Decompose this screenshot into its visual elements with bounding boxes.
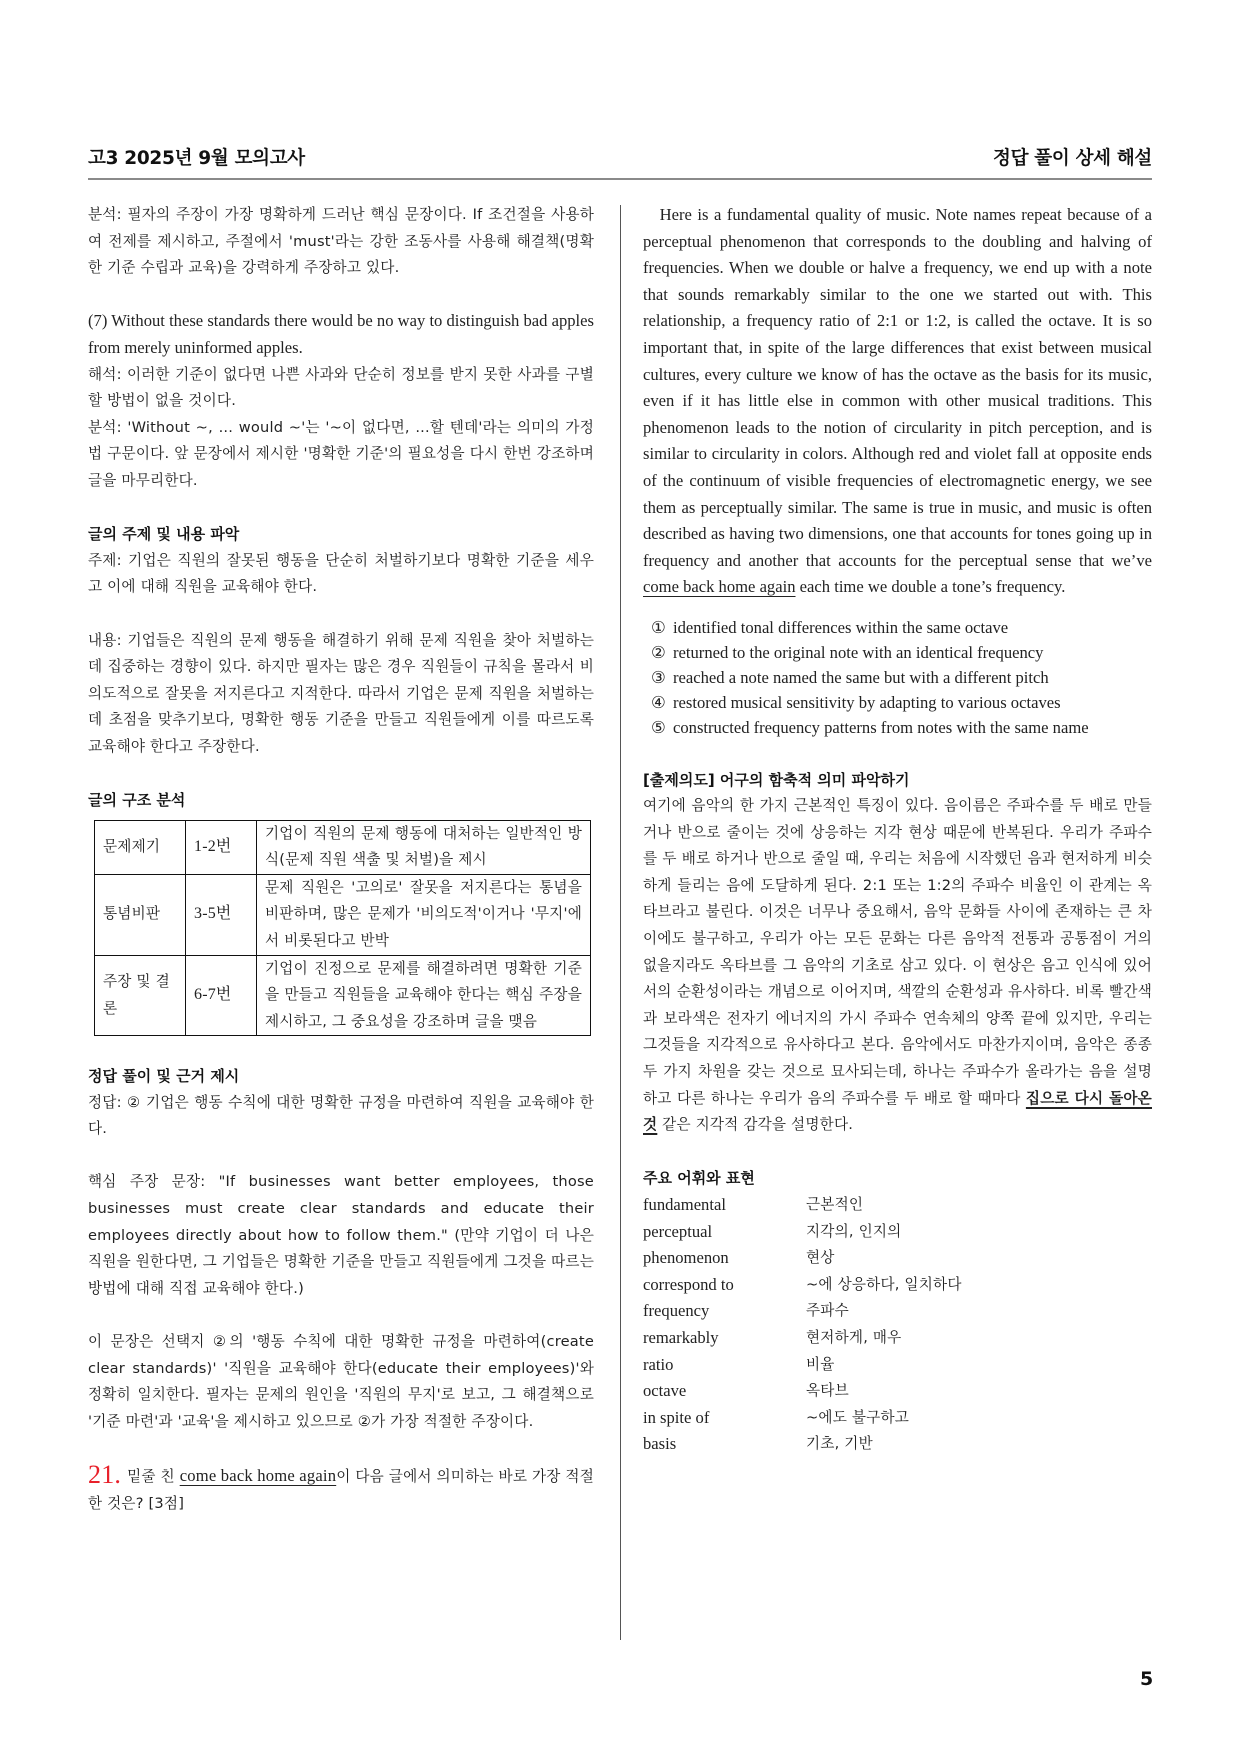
question-underlined-phrase: come back home again xyxy=(179,1465,337,1485)
analysis-sentence-6: 분석: 필자의 주장이 가장 명확하게 드러난 핵심 문장이다. If 조건절을 사용하여 전제를 제시하고, 주절에서 'must'라는 강한 조동사를 사용해 해결책(명확한 기준 수립과 교육)을 강력하게 주장하고 있다. xyxy=(88,206,594,277)
intent-text-before: 여기에 음악의 한 가지 근본적인 특징이 있다. 음이름은 주파수를 두 배로 만들거나 반으로 줄이는 것에 상응하는 지각 현상 때문에 반복된다. 우리가 주파수를 두 배로 하거나 반으로 줄일 때, 우리는 처음에 시작했던 음과 현저하게 비슷하게 들리는 음에 도달하게 된다. 2:1 또는 1:2의 주파수 비율인 이 관계는 옥타브라고 불린다. 이것은 너무나 중요해서, 음악 문화들 사이에 존재하는 큰 차이에도 불구하고, 우리가 아는 모든 문화는 다른 음악적 전통과 공통점이 거의 없을지라도 옥타브를 그 음악의 기초로 삼고 있다. 이 현상은 음고 인식에 있어서의 순환성이라는 개념으로 이어지며, 색깔의 순환성과 유사하다. 비록 빨간색과 보라색은 전자기 에너지의 가시 주파수 연속체의 양쪽 끝에 있지만, 우리는 그것들을 지각적으로 유사하다고 본다. 음악에서도 마찬가지이며, 음악은 종종 두 가지 차원을 갖는 것으로 묘사되는데, 하나는 주파수가 올라가는 음을 설명하고 다른 하나는 우리가 음의 주파수를 두 배로 할 때마다 xyxy=(643,797,1152,1107)
choice-4 xyxy=(651,690,1152,715)
table-row xyxy=(95,820,591,874)
structure-heading: 글의 구조 분석 xyxy=(88,791,186,810)
choice-number: ⑤ xyxy=(651,717,666,737)
vocab-list xyxy=(643,1192,1152,1458)
vocab-korean: 현상 xyxy=(806,1249,835,1267)
choice-2 xyxy=(651,640,1152,665)
choice-text: reached a note named the same but with a different pitch xyxy=(673,667,1049,687)
sentence-7-english: (7) Without these standards there would be no way to distinguish bad apples from merely uninformed apples. xyxy=(88,311,594,357)
passage-text-after: each time we double a tone’s frequency. xyxy=(795,577,1066,597)
answer-explanation: 이 문장은 선택지 ②의 '행동 수칙에 대한 명확한 규정을 마련하여(create clear standards)' '직원을 교육해야 한다(educate their employees)'와 정확히 일치한다. 필자는 문제의 원인을 '직원의 무지'로 보고, 그 해결책으로 '기준 마련'과 '교육'을 제시하고 있으므로 ②가 가장 적절한 주장이다. xyxy=(88,1332,594,1430)
desc-cell: 기업이 진정으로 문제를 해결하려면 명확한 기준을 만들고 직원들을 교육해야 한다는 핵심 주장을 제시하고, 그 중요성을 강조하며 글을 맺음 xyxy=(257,955,591,1036)
vocab-korean: 현저하게, 매우 xyxy=(806,1328,902,1346)
vocab-korean: 근본적인 xyxy=(806,1196,864,1213)
stage-cell: 통념비판 xyxy=(95,874,186,955)
intent-underlined-phrase: 집으로 다시 돌아온 것 xyxy=(643,1089,1152,1134)
question-suffix: 이 다음 글에서 의미하는 바로 가장 적절한 것은? [3점] xyxy=(88,1467,594,1512)
range-cell: 6-7번 xyxy=(186,955,257,1036)
reading-passage xyxy=(643,202,1152,601)
answer-text: 정답: ② 기업은 행동 수칙에 대한 명확한 규정을 마련하여 직원을 교육해야 한다. xyxy=(88,1093,594,1138)
structure-table xyxy=(94,820,591,1037)
choice-number: ③ xyxy=(651,667,666,687)
choice-number: ② xyxy=(651,642,666,662)
vocab-korean: ~에 상응하다, 일치하다 xyxy=(806,1275,962,1293)
page-header xyxy=(88,140,1152,180)
vocab-english: fundamental xyxy=(643,1195,726,1214)
vocab-korean: ~에도 불구하고 xyxy=(806,1408,910,1426)
choice-number: ④ xyxy=(651,692,666,712)
vocab-korean: 주파수 xyxy=(806,1302,849,1320)
vocab-item xyxy=(643,1431,1152,1458)
range-cell: 3-5번 xyxy=(186,874,257,955)
vocab-english: remarkably xyxy=(643,1327,719,1347)
key-sentence: 핵심 주장 문장: "If businesses want better employees, those businesses must create clear standards and educate their employees directly about how to follow them." (만약 기업이 더 나은 직원을 원한다면, 그 기업들은 명확한 기준을 만들고 직원들에게 그것을 따르는 방법에 대해 직접 교육해야 한다.) xyxy=(88,1173,594,1297)
vocab-item xyxy=(643,1405,1152,1432)
exam-title: 고3 2025년 9월 모의고사 xyxy=(88,148,305,169)
content-text: 내용: 기업들은 직원의 문제 행동을 해결하기 위해 문제 직원을 찾아 처벌하는 데 집중하는 경향이 있다. 하지만 필자는 많은 경우 직원들이 규칙을 몰라서 비의도적으로 잘못을 저지른다고 지적한다. 따라서 기업은 문제 직원을 처벌하는 데 초점을 맞추기보다, 명확한 행동 기준을 만들고 직원들에게 이를 따르도록 교육해야 한다고 주장한다. xyxy=(88,631,594,755)
table-row xyxy=(95,874,591,955)
choice-text: constructed frequency patterns from notes with the same name xyxy=(673,717,1089,737)
vocab-item xyxy=(643,1298,1152,1325)
vocab-item xyxy=(643,1378,1152,1405)
theme-heading: 글의 주제 및 내용 파악 xyxy=(88,525,240,544)
question-21 xyxy=(88,1459,594,1517)
vocab-korean: 지각의, 인지의 xyxy=(806,1222,902,1240)
question-number: 21. xyxy=(88,1459,122,1489)
page-number: 5 xyxy=(1140,1668,1154,1690)
choice-number: ① xyxy=(651,617,666,637)
vocab-english: in spite of xyxy=(643,1407,710,1427)
column-divider xyxy=(620,205,621,1640)
vocab-english: perceptual xyxy=(643,1221,713,1241)
section-title: 정답 풀이 상세 해설 xyxy=(993,148,1152,169)
left-column xyxy=(88,202,594,1517)
vocab-english: basis xyxy=(643,1434,677,1454)
passage-underlined-phrase: come back home again xyxy=(643,577,796,597)
vocab-english: frequency xyxy=(643,1301,710,1321)
choice-5 xyxy=(651,715,1152,740)
vocab-item xyxy=(643,1272,1152,1299)
answer-choices xyxy=(651,615,1152,740)
choice-1 xyxy=(651,615,1152,640)
choice-text: returned to the original note with an identical frequency xyxy=(673,642,1044,662)
vocab-korean: 옥타브 xyxy=(806,1382,849,1400)
stage-cell: 문제제기 xyxy=(95,820,186,874)
sentence-7-analysis: 분석: 'Without ~, ... would ~'는 '~이 없다면, ...할 텐데'라는 의미의 가정법 구문이다. 앞 문장에서 제시한 '명확한 기준'의 필요성을 다시 한번 강조하며 글을 마무리한다. xyxy=(88,418,594,489)
vocab-english: correspond to xyxy=(643,1274,734,1294)
vocab-korean: 기초, 기반 xyxy=(806,1435,873,1453)
intent-heading: [출제의도] 어구의 함축적 의미 파악하기 xyxy=(643,770,910,789)
vocab-english: ratio xyxy=(643,1354,674,1374)
vocab-item xyxy=(643,1325,1152,1352)
choice-text: identified tonal differences within the same octave xyxy=(673,617,1009,637)
intent-translation xyxy=(643,793,1152,1139)
theme-text: 주제: 기업은 직원의 잘못된 행동을 단순히 처벌하기보다 명확한 기준을 세우고 이에 대해 직원을 교육해야 한다. xyxy=(88,551,594,596)
vocab-heading: 주요 어휘와 표현 xyxy=(643,1169,755,1188)
question-prefix: 밑줄 친 xyxy=(127,1467,180,1485)
desc-cell: 기업이 직원의 문제 행동에 대처하는 일반적인 방식(문제 직원 색출 및 처벌)을 제시 xyxy=(257,820,591,874)
passage-text-before: Here is a fundamental quality of music. Note names repeat because of a perceptual phenomenon that corresponds to the doubling and halving of frequencies. When we double or halve a frequency, we end up with a note that sounds remarkably similar to the one we started out with. This relationship, a frequency ratio of 2:1 or 1:2, is called the octave. It is so important that, in spite of the large differences that exist between musical cultures, every culture we know of has the octave as the basis for its music, even if it has little else in common with other musical traditions. This phenomenon leads to the notion of circularity in pitch perception, and is similar to circularity in colors. Although red and violet fall at opposite ends of the continuum of visible frequencies of electromagnetic energy, we see them as perceptually similar. The same is true in music, and music is often described as having two dimensions, one that accounts for tones going up in frequency and another that accounts for the perceptual sense that we’ve xyxy=(643,205,1152,570)
choice-text: restored musical sensitivity by adapting to various octaves xyxy=(673,692,1061,712)
vocab-item xyxy=(643,1352,1152,1379)
header-divider xyxy=(88,178,1152,180)
answer-heading: 정답 풀이 및 근거 제시 xyxy=(88,1067,240,1085)
intent-text-after: 같은 지각적 감각을 설명한다. xyxy=(657,1116,854,1134)
stage-cell: 주장 및 결론 xyxy=(95,955,186,1036)
sentence-7-translation: 해석: 이러한 기준이 없다면 나쁜 사과와 단순히 정보를 받지 못한 사과를 구별할 방법이 없을 것이다. xyxy=(88,365,594,410)
range-cell: 1-2번 xyxy=(186,820,257,874)
vocab-korean: 비율 xyxy=(806,1355,835,1373)
vocab-item xyxy=(643,1219,1152,1246)
desc-cell: 문제 직원은 '고의로' 잘못을 저지른다는 통념을 비판하며, 많은 문제가 '비의도적'이거나 '무지'에서 비롯된다고 반박 xyxy=(257,874,591,955)
right-column xyxy=(643,202,1152,1458)
vocab-english: phenomenon xyxy=(643,1248,729,1268)
vocab-item xyxy=(643,1245,1152,1272)
table-row xyxy=(95,955,591,1036)
choice-3 xyxy=(651,665,1152,690)
vocab-english: octave xyxy=(643,1381,687,1401)
vocab-item xyxy=(643,1192,1152,1219)
